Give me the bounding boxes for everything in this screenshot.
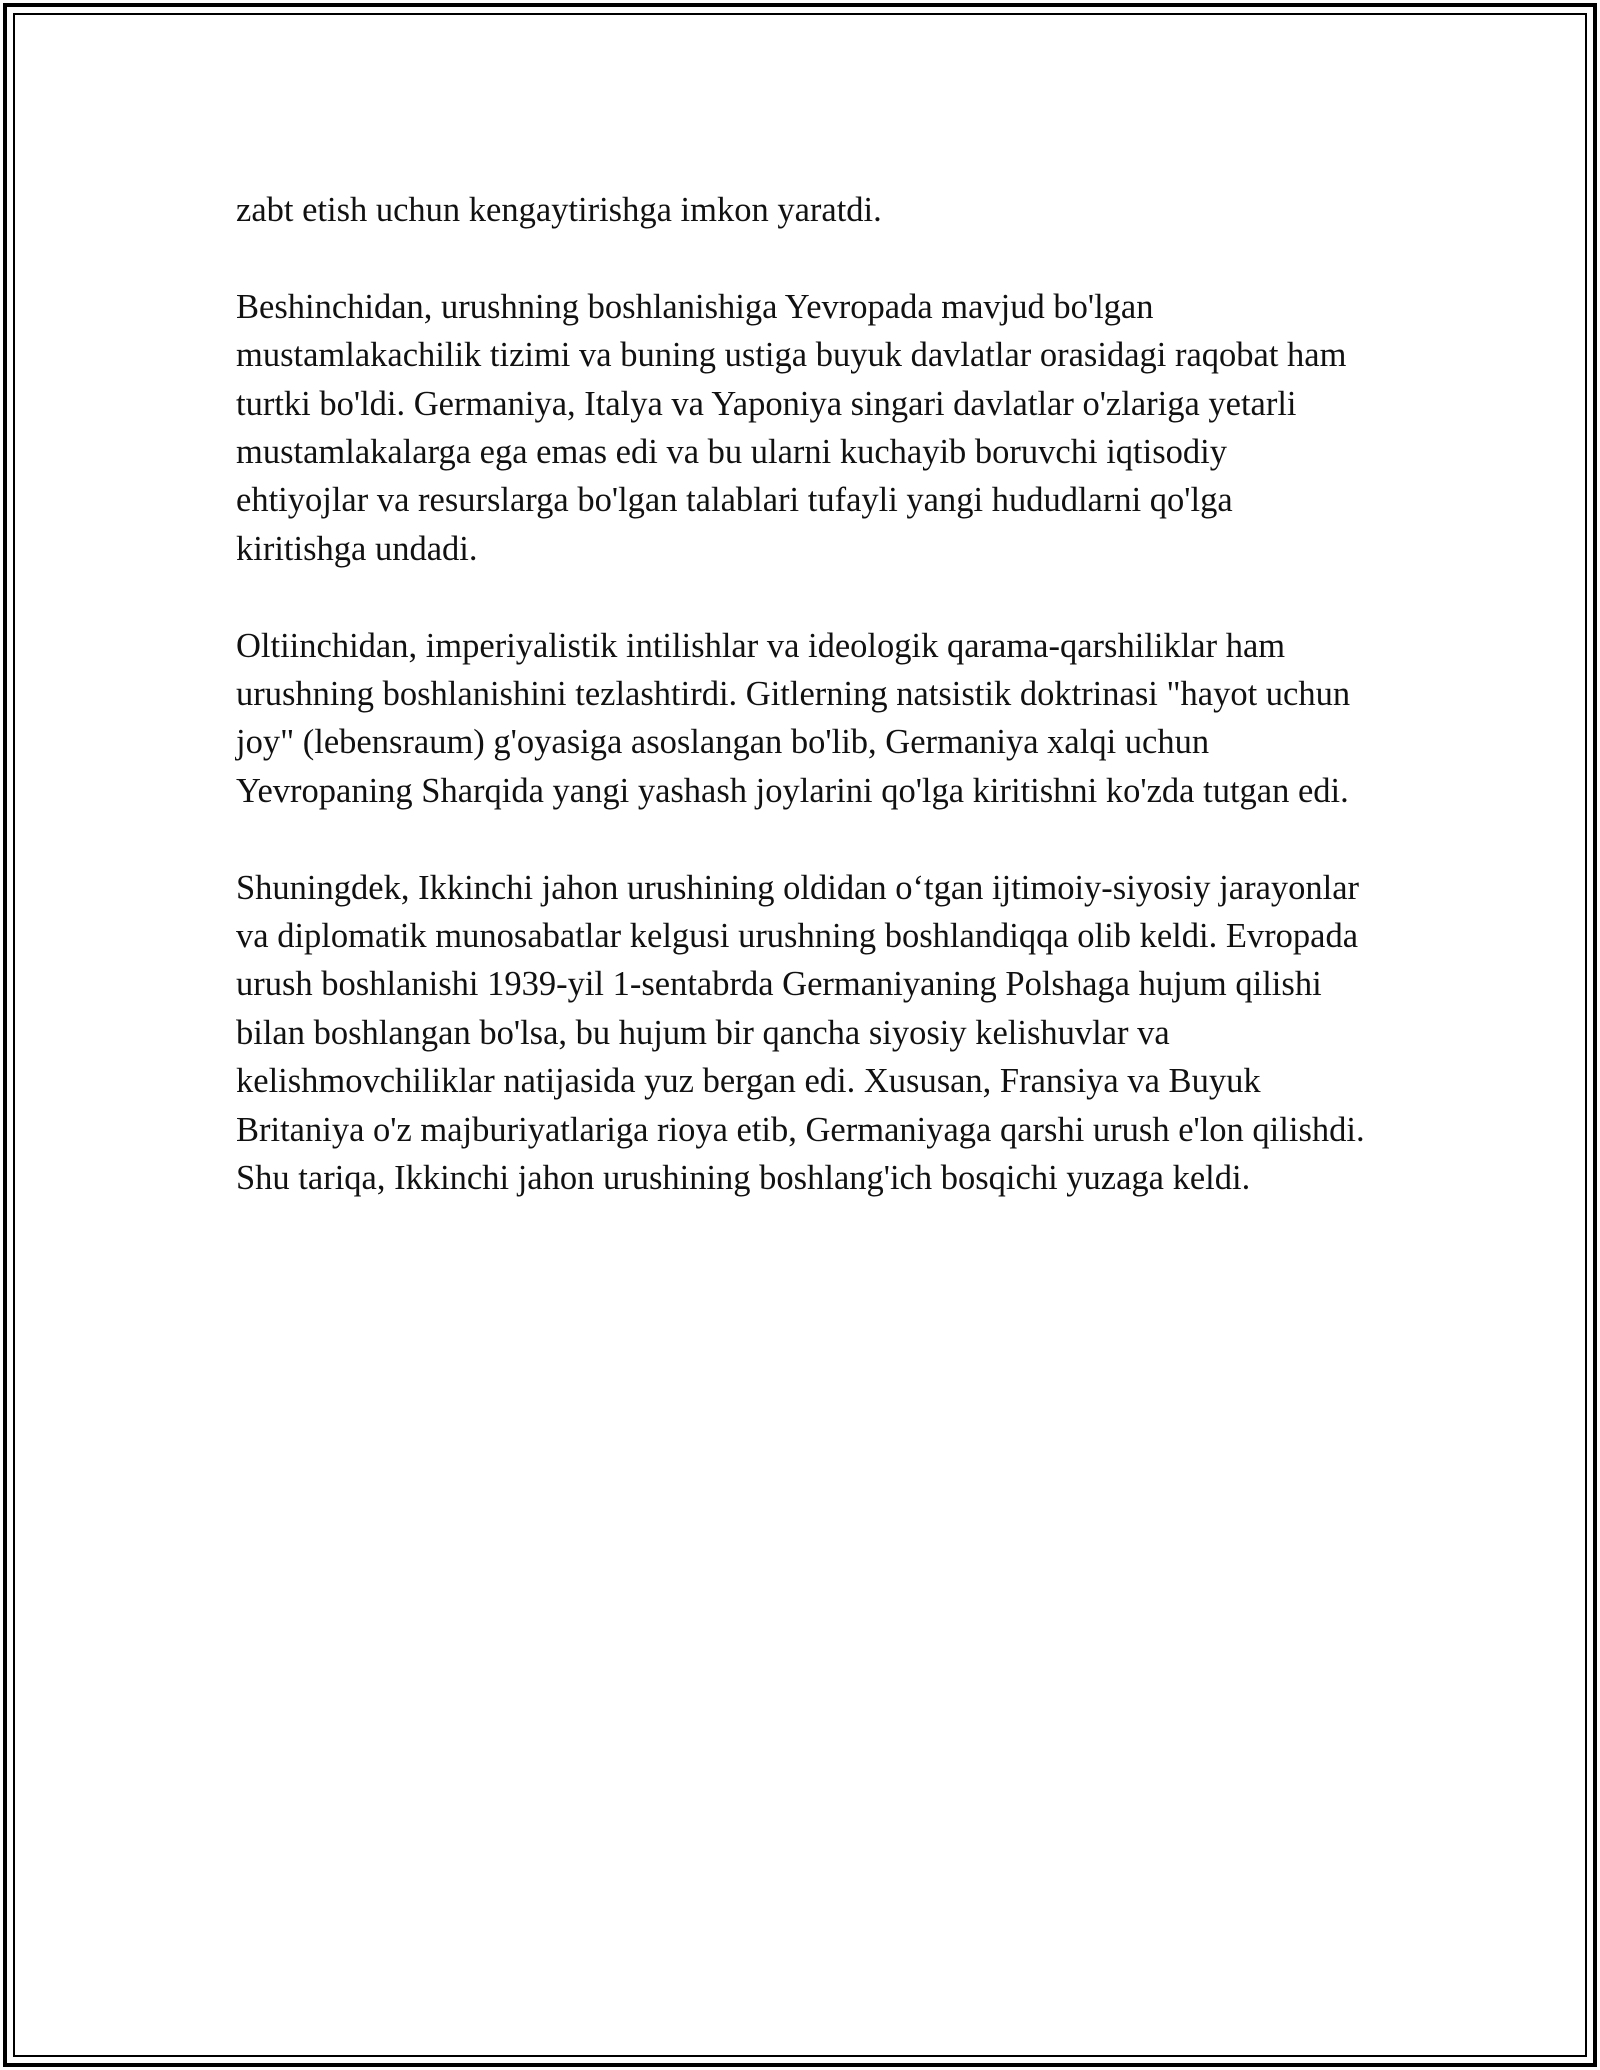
paragraph-sixth-reason: Oltiinchidan, imperiyalistik intilishlar va ideologik qarama-qarshiliklar ham urushning boshlanishini tezlashtirdi. Gitlerning natsistik doktrinasi "hayot uchun joy" (lebensraum) g'oyasiga asoslangan bo'lib, Germaniya xalqi uchun Yevropaning Sharqida yangi yashash joylarini qo'lga kiritishni ko'zda tutgan edi.	[236, 626, 1351, 810]
paragraph-conclusion: Shuningdek, Ikkinchi jahon urushining oldidan o‘tgan ijtimoiy-siyosiy jarayonlar va diplomatik munosabatlar kelgusi urushning boshlandiqqa olib keldi. Evropada urush boshlanishi 1939-yil 1-sentabrda Germaniyaning Polshaga hujum qilishi bilan boshlangan bo'lsa, bu hujum bir qancha siyosiy kelishuvlar va kelishmovchiliklar natijasida yuz bergan edi. Xususan, Fransiya va Buyuk Britaniya o'z majburiyatlariga rioya etib, Germaniyaga qarshi urush e'lon qilishdi. Shu tariqa, Ikkinchi jahon urushining boshlang'ich bosqichi yuzaga keldi.	[236, 868, 1365, 1198]
paragraph-fifth-reason: Beshinchidan, urushning boshlanishiga Yevropada mavjud bo'lgan mustamlakachilik tizimi va buning ustiga buyuk davlatlar orasidagi raqobat ham turtki bo'ldi. Germaniya, Italya va Yaponiya singari davlatlar o'zlariga yetarli mustamlakalarga ega emas edi va bu ularni kuchayib boruvchi iqtisodiy ehtiyojlar va resurslarga bo'lgan talablari tufayli yangi hududlarni qo'lga kiritishga undadi.	[236, 287, 1347, 568]
paragraph-continuation: zabt etish uchun kengaytirishga imkon yaratdi.	[236, 191, 882, 229]
document-body	[236, 186, 1366, 1251]
